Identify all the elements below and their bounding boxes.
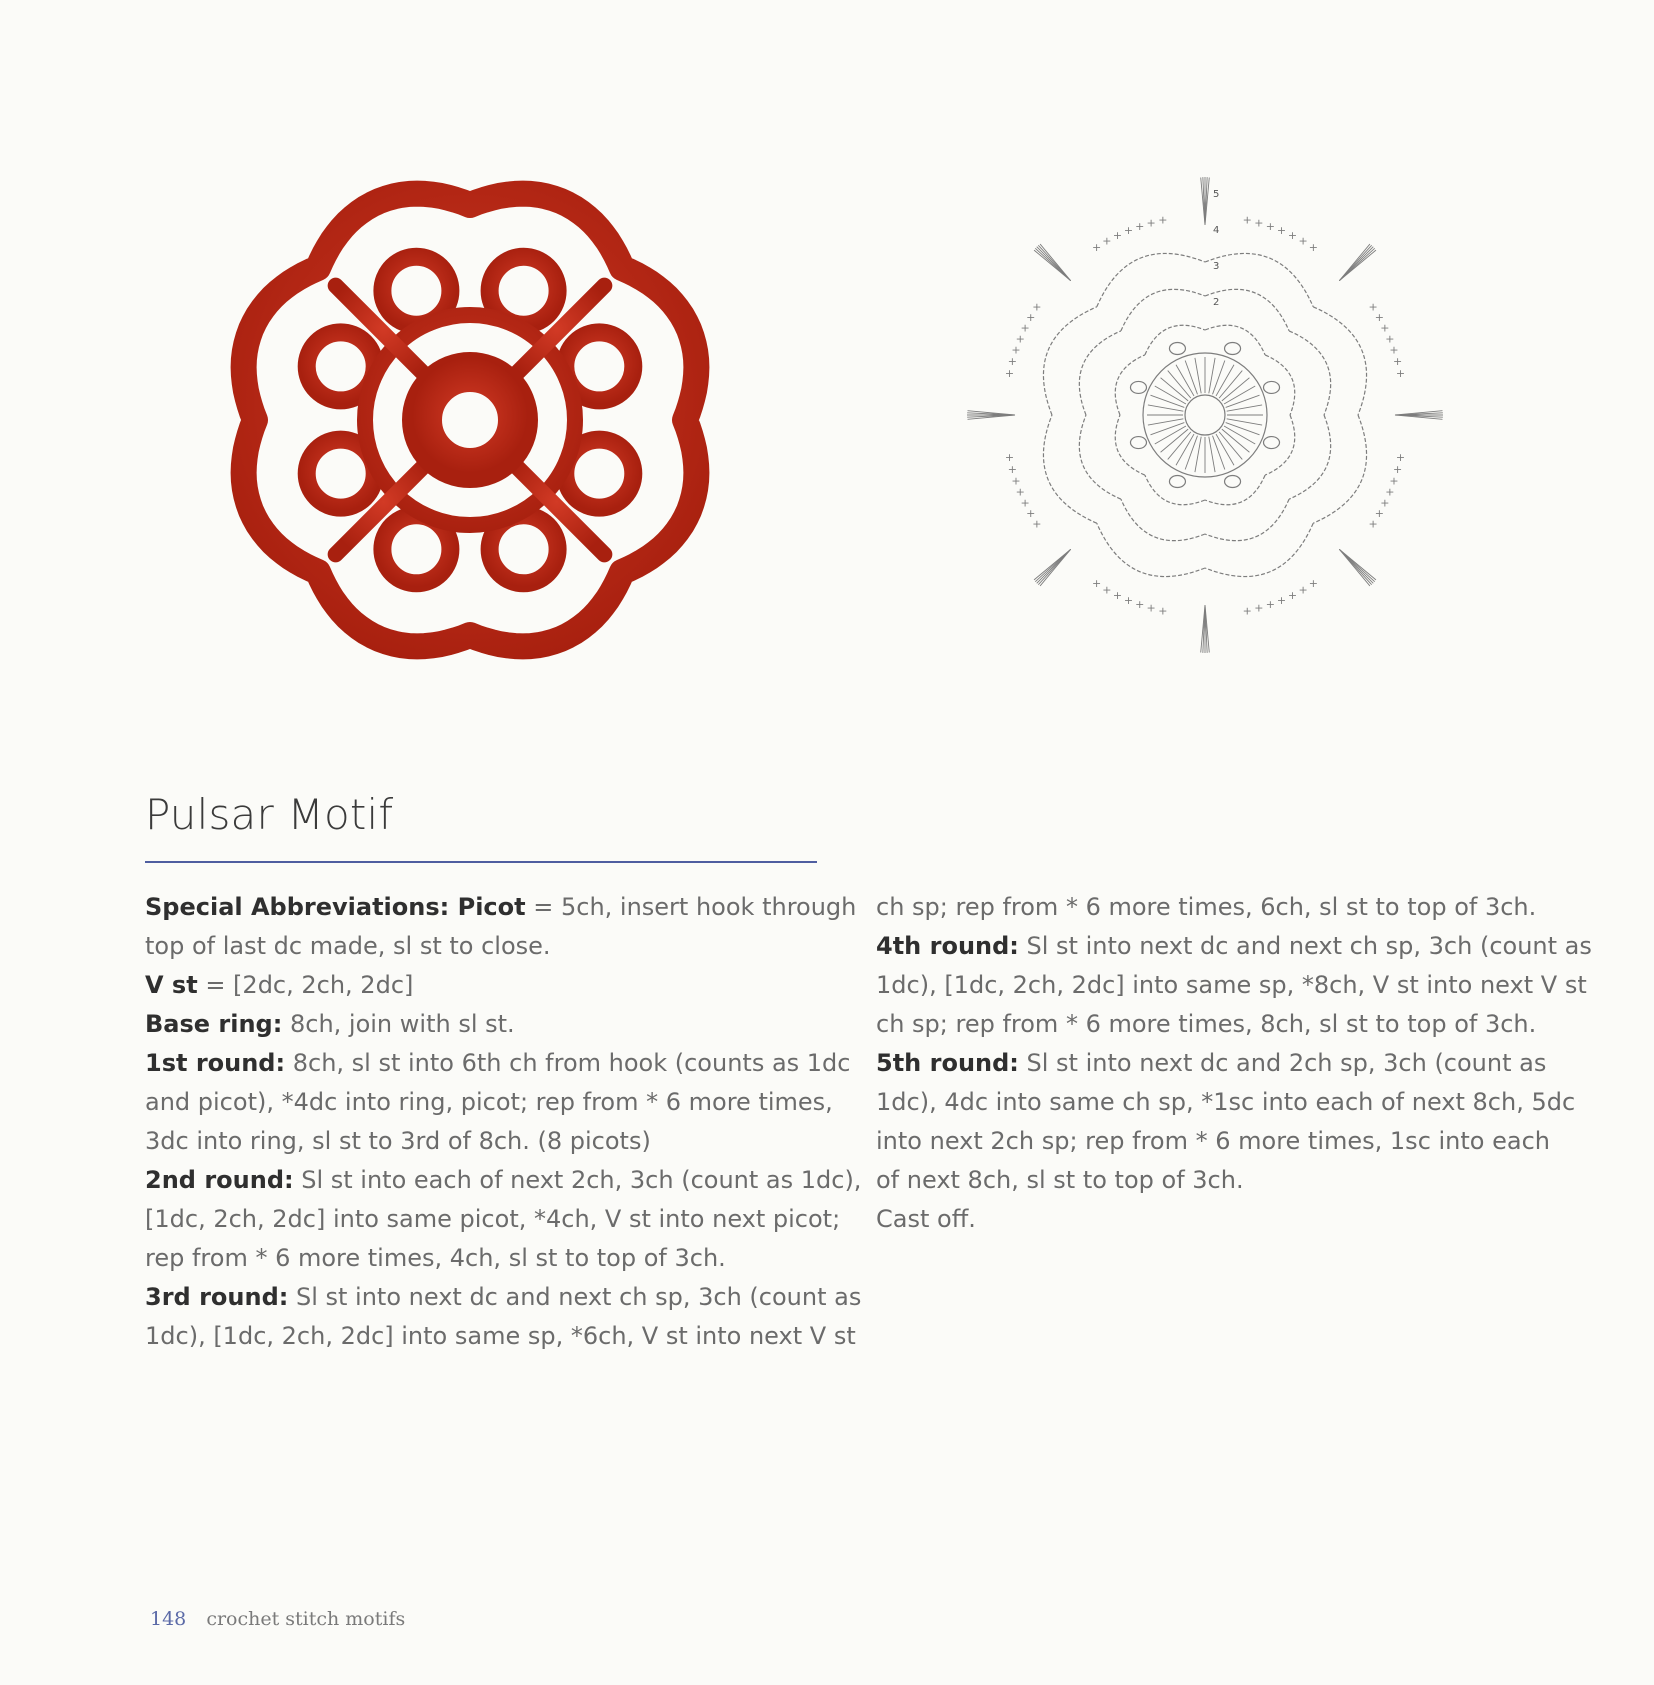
instruction-text: Sl st into next dc and next ch sp, 3ch (count as xyxy=(288,1283,862,1311)
motif-center-hole xyxy=(460,410,480,430)
instruction-text: and picot), *4dc into ring, picot; rep from * 6 more times, xyxy=(145,1088,833,1116)
diagram-chain-loop-round-3 xyxy=(1205,499,1289,541)
diagram-sc-mark: + xyxy=(1385,485,1395,499)
diagram-round1-stitch xyxy=(1209,437,1215,472)
instruction-text: ch sp; rep from * 6 more times, 6ch, sl st to top of 3ch. xyxy=(876,893,1537,921)
diagram-sc-mark: + xyxy=(1091,577,1102,591)
diagram-sc-mark: + xyxy=(1007,462,1018,476)
diagram-sc-mark: + xyxy=(1298,583,1308,597)
diagram-sc-mark: + xyxy=(1368,517,1378,531)
instruction-line xyxy=(145,1278,862,1317)
diagram-sc-mark: + xyxy=(1265,220,1275,233)
diagram-sc-mark: + xyxy=(1102,583,1112,597)
instruction-text: 8ch, sl st into 6th ch from hook (counts as 1dc xyxy=(285,1049,851,1077)
instruction-line xyxy=(145,1122,825,1161)
diagram-fan-stitch xyxy=(1034,549,1071,580)
instruction-text: into next 2ch sp; rep from * 6 more times, 1sc into each xyxy=(876,1127,1550,1155)
stitch-diagram xyxy=(955,170,1455,670)
instruction-line xyxy=(145,1005,825,1044)
diagram-sc-mark: + xyxy=(1020,496,1030,510)
diagram-chain-loop-round-4 xyxy=(1313,307,1366,415)
diagram-chain-loop-round-3 xyxy=(1205,289,1289,331)
instruction-line xyxy=(876,1122,1556,1161)
diagram-chain-loop-round-2 xyxy=(1145,325,1205,355)
page-footer xyxy=(150,1608,405,1630)
instruction-text: 1dc), 4dc into same ch sp, *1sc into each of next 8ch, 5dc xyxy=(876,1088,1576,1116)
page-title: Pulsar Motif xyxy=(145,790,394,839)
diagram-sc-mark: + xyxy=(1015,485,1025,499)
instruction-label: Base ring: xyxy=(145,1010,283,1038)
diagram-chain-loop-round-3 xyxy=(1079,331,1121,415)
instruction-text: Sl st into each of next 2ch, 3ch (count as 1dc), xyxy=(293,1166,862,1194)
instruction-text: ch sp; rep from * 6 more times, 8ch, sl st to top of 3ch. xyxy=(876,1010,1537,1038)
diagram-sc-mark: + xyxy=(1112,588,1123,602)
diagram-sc-mark: + xyxy=(1395,451,1406,465)
instruction-text: = [2dc, 2ch, 2dc] xyxy=(197,971,414,999)
diagram-chain-loop-round-3 xyxy=(1079,415,1121,499)
diagram-sc-mark: + xyxy=(1026,507,1036,521)
instruction-text: top of last dc made, sl st to close. xyxy=(145,932,551,960)
diagram-chain-loop-round-2 xyxy=(1115,355,1145,415)
instructions-right-column xyxy=(876,888,1592,1239)
diagram-sc-mark: + xyxy=(1380,496,1390,510)
instruction-line xyxy=(876,1083,1576,1122)
instruction-line xyxy=(876,1161,1556,1200)
instruction-text: 1dc), [1dc, 2ch, 2dc] into same sp, *8ch, V st into next V st xyxy=(876,971,1587,999)
instruction-text: Sl st into next dc and 2ch sp, 3ch (count as xyxy=(1018,1049,1547,1077)
diagram-round-number: 5 xyxy=(1213,189,1220,200)
diagram-sc-mark: + xyxy=(1392,462,1403,476)
diagram-sc-mark: + xyxy=(1032,517,1042,531)
diagram-sc-mark: + xyxy=(1146,601,1156,615)
diagram-sc-mark: + xyxy=(1158,213,1168,227)
diagram-sc-mark: + xyxy=(1146,216,1156,230)
instruction-line xyxy=(145,888,857,927)
instruction-text: = 5ch, insert hook through xyxy=(525,893,857,921)
diagram-chain-loop-round-2 xyxy=(1265,355,1295,415)
page-number: 148 xyxy=(150,1608,187,1630)
diagram-sc-mark: + xyxy=(1158,604,1168,618)
instruction-text: 8ch, join with sl st. xyxy=(282,1010,515,1038)
diagram-sc-mark: + xyxy=(1287,229,1298,243)
instruction-line xyxy=(145,1044,851,1083)
diagram-round-number: 4 xyxy=(1213,225,1220,236)
instruction-label: 4th round: xyxy=(876,932,1019,960)
diagram-round1-stitch xyxy=(1148,405,1183,411)
diagram-chain-loop-round-4 xyxy=(1313,415,1366,523)
diagram-chain-loop-round-4 xyxy=(1097,253,1205,306)
diagram-chain-loop-round-4 xyxy=(1043,415,1096,523)
instruction-line xyxy=(145,1083,833,1122)
diagram-round1-stitch xyxy=(1150,423,1184,435)
diagram-sc-mark: + xyxy=(1242,213,1252,227)
diagram-round1-stitch xyxy=(1195,358,1201,393)
diagram-chain-loop-round-3 xyxy=(1121,499,1205,541)
diagram-chain-loop-round-4 xyxy=(1043,307,1096,415)
diagram-picot xyxy=(1130,437,1146,449)
diagram-base-ring xyxy=(1185,395,1225,435)
diagram-sc-mark: + xyxy=(1015,332,1025,346)
diagram-sc-mark: + xyxy=(1254,216,1264,230)
instructions-left-column xyxy=(145,888,862,1356)
instruction-text: 3dc into ring, sl st to 3rd of 8ch. (8 picots) xyxy=(145,1127,651,1155)
instruction-text: rep from * 6 more times, 4ch, sl st to top of 3ch. xyxy=(145,1244,726,1272)
diagram-sc-mark: + xyxy=(1032,300,1042,314)
diagram-picot xyxy=(1225,342,1241,354)
diagram-round1-stitch xyxy=(1213,360,1225,394)
diagram-round1-stitch xyxy=(1226,395,1260,407)
section-title: crochet stitch motifs xyxy=(206,1608,406,1630)
diagram-sc-mark: + xyxy=(1242,604,1252,618)
instruction-line xyxy=(145,927,825,966)
diagram-picot xyxy=(1169,342,1185,354)
diagram-chain-loop-round-4 xyxy=(1205,523,1313,576)
diagram-sc-mark: + xyxy=(1298,234,1308,248)
diagram-chain-loop-round-4 xyxy=(1097,523,1205,576)
diagram-picot xyxy=(1130,381,1146,393)
diagram-sc-mark: + xyxy=(1123,224,1134,238)
diagram-sc-mark: + xyxy=(1389,474,1399,488)
diagram-sc-mark: + xyxy=(1276,593,1287,607)
diagram-sc-mark: + xyxy=(1389,343,1399,357)
diagram-sc-mark: + xyxy=(1020,321,1030,335)
diagram-chain-loop-round-2 xyxy=(1205,475,1265,505)
instruction-line xyxy=(145,966,825,1005)
diagram-picot xyxy=(1264,437,1280,449)
diagram-sc-mark: + xyxy=(1368,300,1378,314)
diagram-sc-mark: + xyxy=(1091,240,1102,254)
title-rule xyxy=(145,861,817,863)
diagram-sc-mark: + xyxy=(1011,474,1021,488)
instruction-line xyxy=(145,1200,841,1239)
diagram-chain-loop-round-2 xyxy=(1115,415,1145,475)
diagram-sc-mark: + xyxy=(1112,229,1123,243)
diagram-round-number: 2 xyxy=(1213,297,1220,308)
diagram-sc-mark: + xyxy=(1374,507,1384,521)
diagram-round1-stitch xyxy=(1213,436,1225,470)
diagram-sc-mark: + xyxy=(1265,598,1275,611)
diagram-sc-mark: + xyxy=(1135,598,1145,611)
diagram-sc-mark: + xyxy=(1374,310,1384,324)
instruction-label: 5th round: xyxy=(876,1049,1019,1077)
diagram-chain-loop-round-3 xyxy=(1289,415,1331,499)
diagram-picot xyxy=(1225,476,1241,488)
diagram-chain-loop-round-2 xyxy=(1205,325,1265,355)
diagram-chain-loop-round-4 xyxy=(1205,253,1313,306)
instruction-line xyxy=(145,1317,856,1356)
instruction-line xyxy=(876,966,1587,1005)
diagram-fan-stitch xyxy=(1040,244,1071,281)
diagram-sc-mark: + xyxy=(1007,355,1018,369)
instruction-label: V st xyxy=(145,971,198,999)
diagram-sc-mark: + xyxy=(1276,224,1287,238)
diagram-sc-mark: + xyxy=(1287,588,1298,602)
instruction-text: of next 8ch, sl st to top of 3ch. xyxy=(876,1166,1244,1194)
diagram-chain-loop-round-2 xyxy=(1265,415,1295,475)
diagram-fan-stitch xyxy=(1339,250,1376,281)
diagram-chain-loop-round-3 xyxy=(1121,289,1205,331)
diagram-picot xyxy=(1169,476,1185,488)
instruction-line xyxy=(145,1239,825,1278)
diagram-sc-mark: + xyxy=(1123,593,1134,607)
diagram-sc-mark: + xyxy=(1380,321,1390,335)
diagram-sc-mark: + xyxy=(1308,577,1319,591)
diagram-round-number: 3 xyxy=(1213,261,1220,272)
instruction-text: 1dc), [1dc, 2ch, 2dc] into same sp, *6ch, V st into next V st xyxy=(145,1322,856,1350)
instruction-line xyxy=(876,888,1556,927)
diagram-sc-mark: + xyxy=(1004,366,1015,380)
diagram-sc-mark: + xyxy=(1392,355,1403,369)
instruction-line xyxy=(876,1044,1556,1083)
instruction-line xyxy=(876,1005,1556,1044)
instruction-line xyxy=(145,1161,862,1200)
instruction-label: 1st round: xyxy=(145,1049,286,1077)
diagram-chain-loop-round-3 xyxy=(1289,331,1331,415)
diagram-round1-stitch xyxy=(1148,419,1183,425)
instruction-text: [1dc, 2ch, 2dc] into same picot, *4ch, V st into next picot; xyxy=(145,1205,841,1233)
diagram-sc-mark: + xyxy=(1135,220,1145,233)
diagram-sc-mark: + xyxy=(1011,343,1021,357)
diagram-round1-stitch xyxy=(1195,437,1201,472)
instruction-line xyxy=(876,1200,1556,1239)
diagram-sc-mark: + xyxy=(1026,310,1036,324)
instruction-label: 2nd round: xyxy=(145,1166,294,1194)
diagram-sc-mark: + xyxy=(1004,451,1015,465)
diagram-round1-stitch xyxy=(1227,419,1262,425)
instruction-text: Sl st into next dc and next ch sp, 3ch (count as xyxy=(1018,932,1592,960)
diagram-sc-mark: + xyxy=(1102,234,1112,248)
motif-photo xyxy=(215,165,725,685)
diagram-round1-stitch xyxy=(1185,436,1197,470)
diagram-round1-stitch xyxy=(1209,358,1215,393)
instruction-text: Cast off. xyxy=(876,1205,976,1233)
diagram-sc-mark: + xyxy=(1308,240,1319,254)
diagram-sc-mark: + xyxy=(1254,601,1264,615)
instruction-line xyxy=(876,927,1592,966)
diagram-round1-stitch xyxy=(1185,360,1197,394)
diagram-sc-mark: + xyxy=(1395,366,1406,380)
diagram-picot xyxy=(1264,381,1280,393)
instruction-label: Special Abbreviations: Picot xyxy=(145,893,526,921)
diagram-fan-stitch xyxy=(1339,549,1370,586)
diagram-round1-stitch xyxy=(1150,395,1184,407)
diagram-round1-stitch xyxy=(1227,405,1262,411)
instruction-label: 3rd round: xyxy=(145,1283,289,1311)
diagram-sc-mark: + xyxy=(1385,332,1395,346)
diagram-chain-loop-round-2 xyxy=(1145,475,1205,505)
diagram-round1-stitch xyxy=(1226,423,1260,435)
